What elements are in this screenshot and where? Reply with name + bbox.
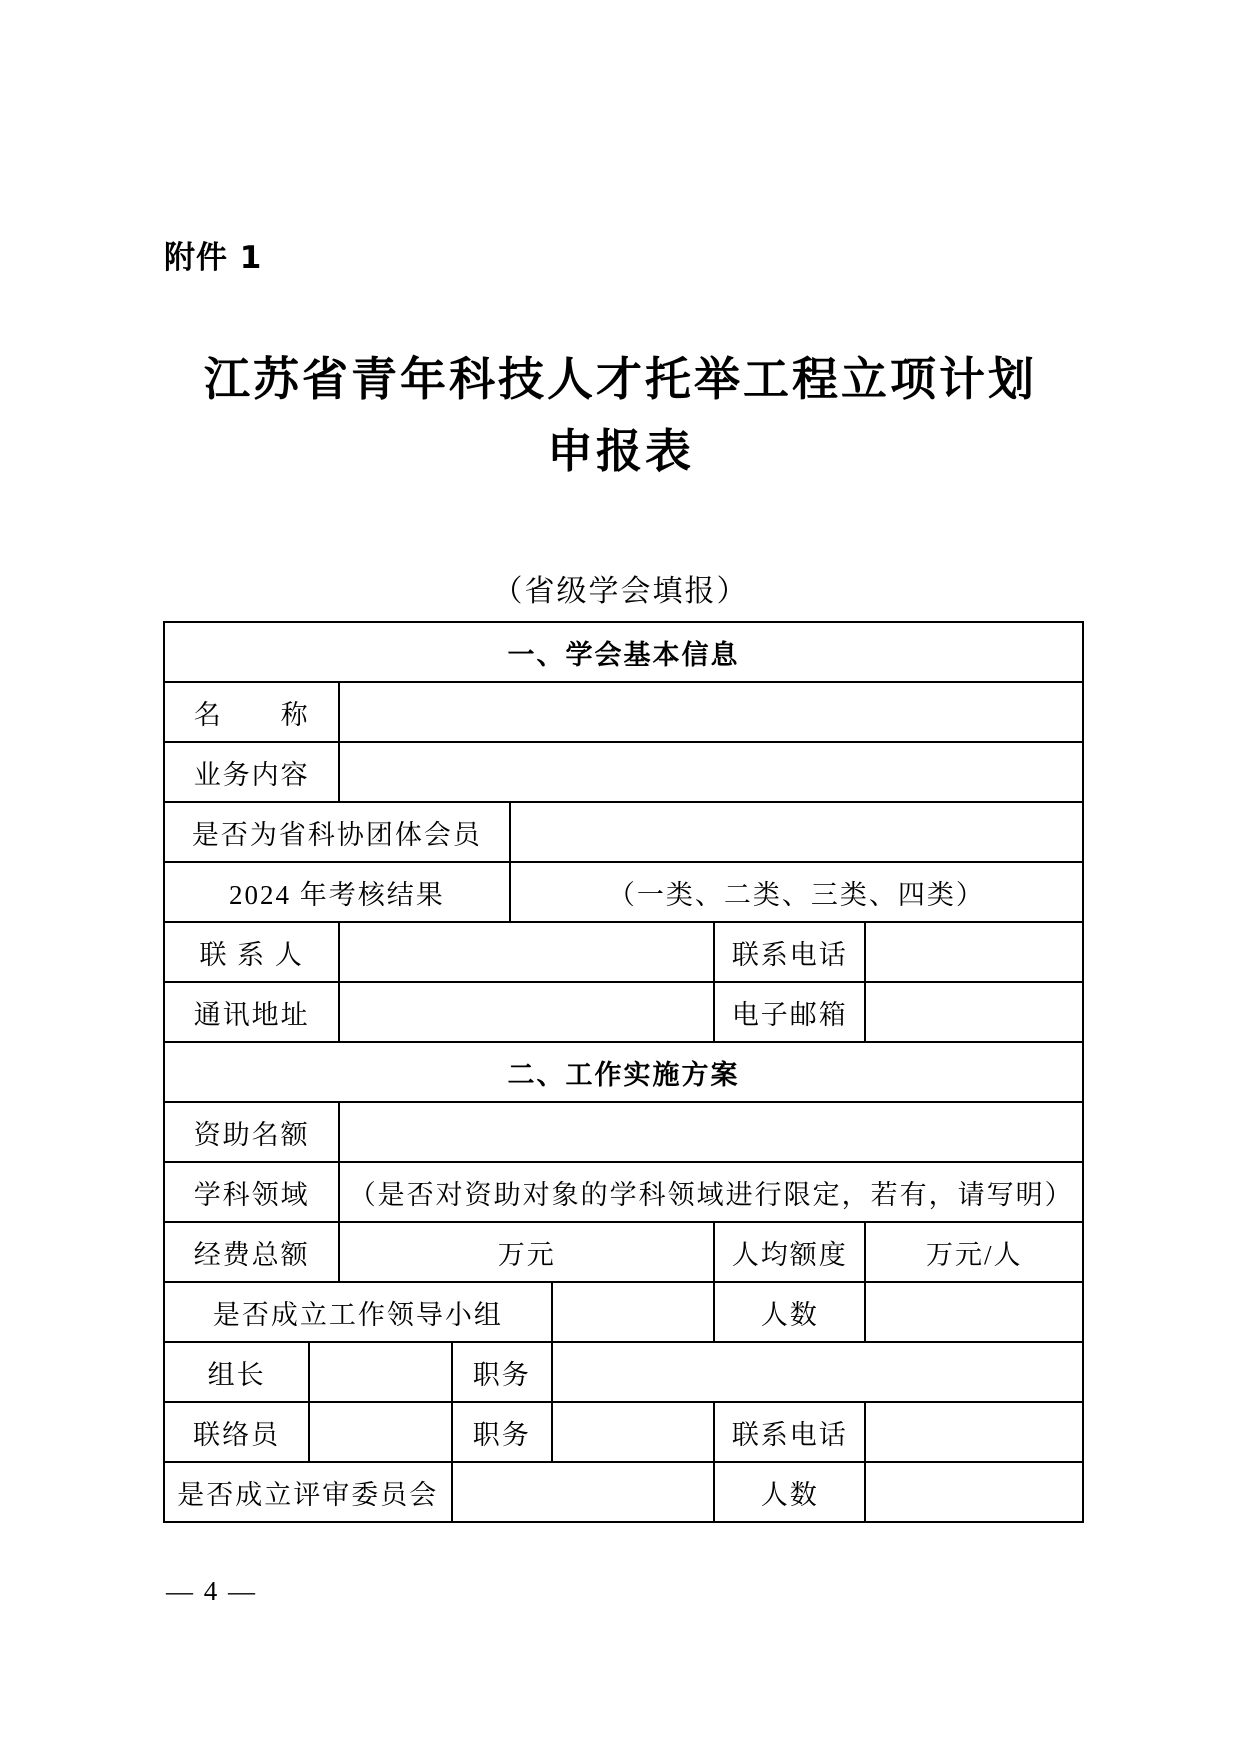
application-form-table [163,621,1084,1523]
assessment-value-cell[interactable]: （一类、二类、三类、四类） [510,862,1083,922]
contact-person-label: 联 系 人 [164,922,339,982]
table-row [164,622,1083,682]
form-note: （省级学会填报） [492,575,749,608]
table-row [164,802,1083,862]
table-row [164,922,1083,982]
address-label: 通讯地址 [164,982,339,1042]
section1-header: 一、学会基本信息 [164,622,1083,682]
discipline-label: 学科领域 [164,1162,339,1222]
table-row [164,682,1083,742]
table-row [164,1102,1083,1162]
email-label: 电子邮箱 [714,982,865,1042]
business-content-label: 业务内容 [164,742,339,802]
attachment-label: 附件 1 [164,240,263,276]
contact-phone-label: 联系电话 [714,922,865,982]
table-row [164,862,1083,922]
quota-value-cell[interactable] [339,1102,1083,1162]
member-label: 是否为省科协团体会员 [164,802,510,862]
address-value-cell[interactable] [339,982,714,1042]
liaison-phone-value-cell[interactable] [865,1402,1083,1462]
percapita-value-cell[interactable]: 万元/人 [865,1222,1083,1282]
table-row [164,1402,1083,1462]
review-committee-headcount-label: 人数 [714,1462,865,1522]
review-committee-headcount-value-cell[interactable] [865,1462,1083,1522]
table-row [164,1462,1083,1522]
email-value-cell[interactable] [865,982,1083,1042]
member-value-cell[interactable] [510,802,1083,862]
table-row [164,982,1083,1042]
assessment-label: 2024 年考核结果 [164,862,510,922]
document-title-line2: 申报表 [547,426,694,477]
leading-group-label: 是否成立工作领导小组 [164,1282,552,1342]
group-leader-position-label: 职务 [452,1342,552,1402]
table-row [164,1162,1083,1222]
table-row [164,1222,1083,1282]
discipline-value-cell[interactable]: （是否对资助对象的学科领域进行限定，若有，请写明） [339,1162,1083,1222]
liaison-label: 联络员 [164,1402,309,1462]
liaison-value-cell[interactable] [309,1402,451,1462]
table-row [164,1342,1083,1402]
document-title [0,344,1241,488]
group-leader-label: 组长 [164,1342,309,1402]
table-row [164,1042,1083,1102]
table-row [164,1282,1083,1342]
budget-total-value-cell[interactable]: 万元 [339,1222,714,1282]
contact-person-value-cell[interactable] [339,922,714,982]
group-leader-position-value-cell[interactable] [552,1342,1083,1402]
business-content-value-cell[interactable] [339,742,1083,802]
page-number: — 4 — [166,1576,257,1606]
percapita-label: 人均额度 [714,1222,865,1282]
group-leader-value-cell[interactable] [309,1342,451,1402]
leading-group-headcount-label: 人数 [714,1282,865,1342]
society-name-value-cell[interactable] [339,682,1083,742]
quota-label: 资助名额 [164,1102,339,1162]
table-row [164,742,1083,802]
society-name-label: 名 称 [164,682,339,742]
liaison-phone-label: 联系电话 [714,1402,865,1462]
review-committee-label: 是否成立评审委员会 [164,1462,452,1522]
leading-group-headcount-value-cell[interactable] [865,1282,1083,1342]
liaison-position-value-cell[interactable] [552,1402,714,1462]
review-committee-value-cell[interactable] [452,1462,715,1522]
budget-total-label: 经费总额 [164,1222,339,1282]
section2-header: 二、工作实施方案 [164,1042,1083,1102]
contact-phone-value-cell[interactable] [865,922,1083,982]
leading-group-value-cell[interactable] [552,1282,714,1342]
liaison-position-label: 职务 [452,1402,552,1462]
document-title-line1: 江苏省青年科技人才托举工程立项计划 [204,354,1037,405]
